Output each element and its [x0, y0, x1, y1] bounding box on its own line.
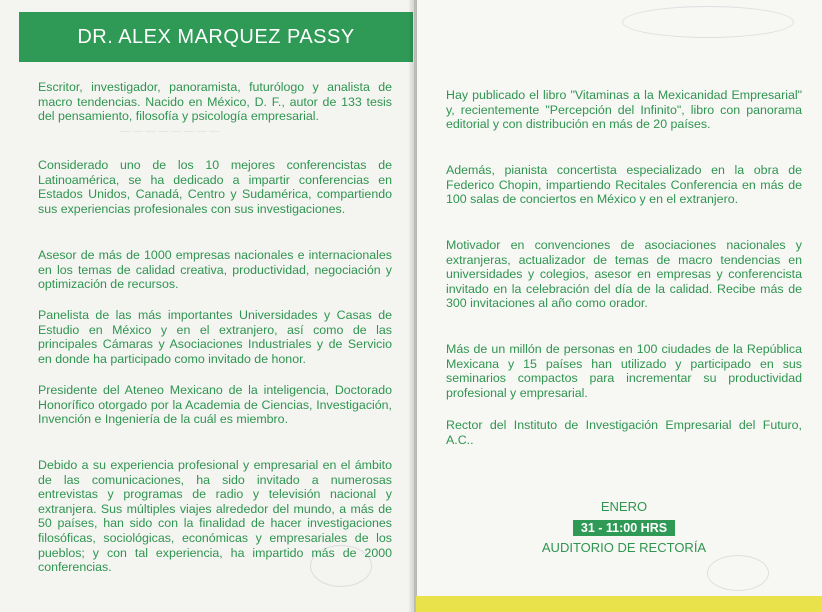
bio-paragraph-2: Considerado uno de los 10 mejores conferencistas de Latinoamérica, se ha dedicado a impartir conferencias en Estados Unidos, Canadá, Centro y Sudamérica, compartiendo sus experiencias profesionales con sus investigaciones.	[38, 158, 392, 216]
event-month: ENERO	[600, 499, 648, 514]
title-banner	[19, 12, 413, 62]
event-venue: AUDITORIO DE RECTORÍA	[541, 540, 707, 555]
bio-paragraph-10: Más de un millón de personas en 100 ciudades de la República Mexicana y 15 países han utilizado y participado en sus seminarios compactos para incrementar su productividad profesional y empresarial.	[446, 342, 802, 400]
event-date-container	[446, 519, 802, 537]
bleed-through-text: — — — — — — — —	[120, 126, 220, 137]
bio-paragraph-4: Panelista de las más importantes Universidades y Casas de Estudio en México y en el extranjero, así como de las principales Cámaras y Asociaciones Industriales y de Servicio en donde ha participado como invitado de honor.	[38, 308, 392, 366]
bio-paragraph-8: Además, pianista concertista especializado en la obra de Federico Chopin, impartiendo Recitales Conferencia en más de 100 salas de conciertos en México y en el extranjero.	[446, 163, 802, 207]
bio-paragraph-6: Debido a su experiencia profesional y empresarial en el ámbito de las comunicaciones, ha sido invitado a numerosas entrevistas y programas de radio y televisión nacional y extranjera. Sus múltiples viajes alrededor del mundo, a más de 50 países, han sido con la finalidad de hacer investigaciones filosóficas, sociológicas, económicas y empresariales de los pueblos; y con tal experiencia, ha impartido más de 2000 conferencias.	[38, 458, 392, 575]
bio-paragraph-7: Hay publicado el libro "Vitaminas a la Mexicanidad Empresarial" y, recientemente "Percepción del Infinito", libro con panorama editorial y con distribución en más de 20 países.	[446, 88, 802, 132]
bleed-through-stamp	[707, 555, 769, 591]
bio-paragraph-3: Asesor de más de 1000 empresas nacionales e internacionales en los temas de calidad creativa, productividad, negociación y optimización de recursos.	[38, 248, 392, 292]
event-date-time: 31 - 11:00 HRS	[573, 520, 675, 536]
bio-paragraph-9: Motivador en convenciones de asociaciones nacionales y extranjeras, actualizador de temas de macro tendencias en universidades y colegios, asesor en empresas y conferencista invitado en la celebración del día de la calidad. Recibe más de 300 invitaciones al año como orador.	[446, 238, 802, 311]
bleed-through-stamp	[622, 6, 794, 38]
bio-paragraph-5: Presidente del Ateneo Mexicano de la inteligencia, Doctorado Honorífico otorgado por la Academia de Ciencias, Investigación, Invención e Ingeniería de la cuál es miembro.	[38, 383, 392, 427]
bio-paragraph-1: Escritor, investigador, panoramista, futurólogo y analista de macro tendencias. Nacido en México, D. F., autor de 133 tesis del pensamiento, filosofía y psicología empresarial.	[38, 80, 392, 124]
page-title: DR. ALEX MARQUEZ PASSY	[77, 25, 355, 48]
yellow-page-edge	[416, 596, 822, 612]
bio-paragraph-11: Rector del Instituto de Investigación Empresarial del Futuro, A.C..	[446, 418, 802, 447]
